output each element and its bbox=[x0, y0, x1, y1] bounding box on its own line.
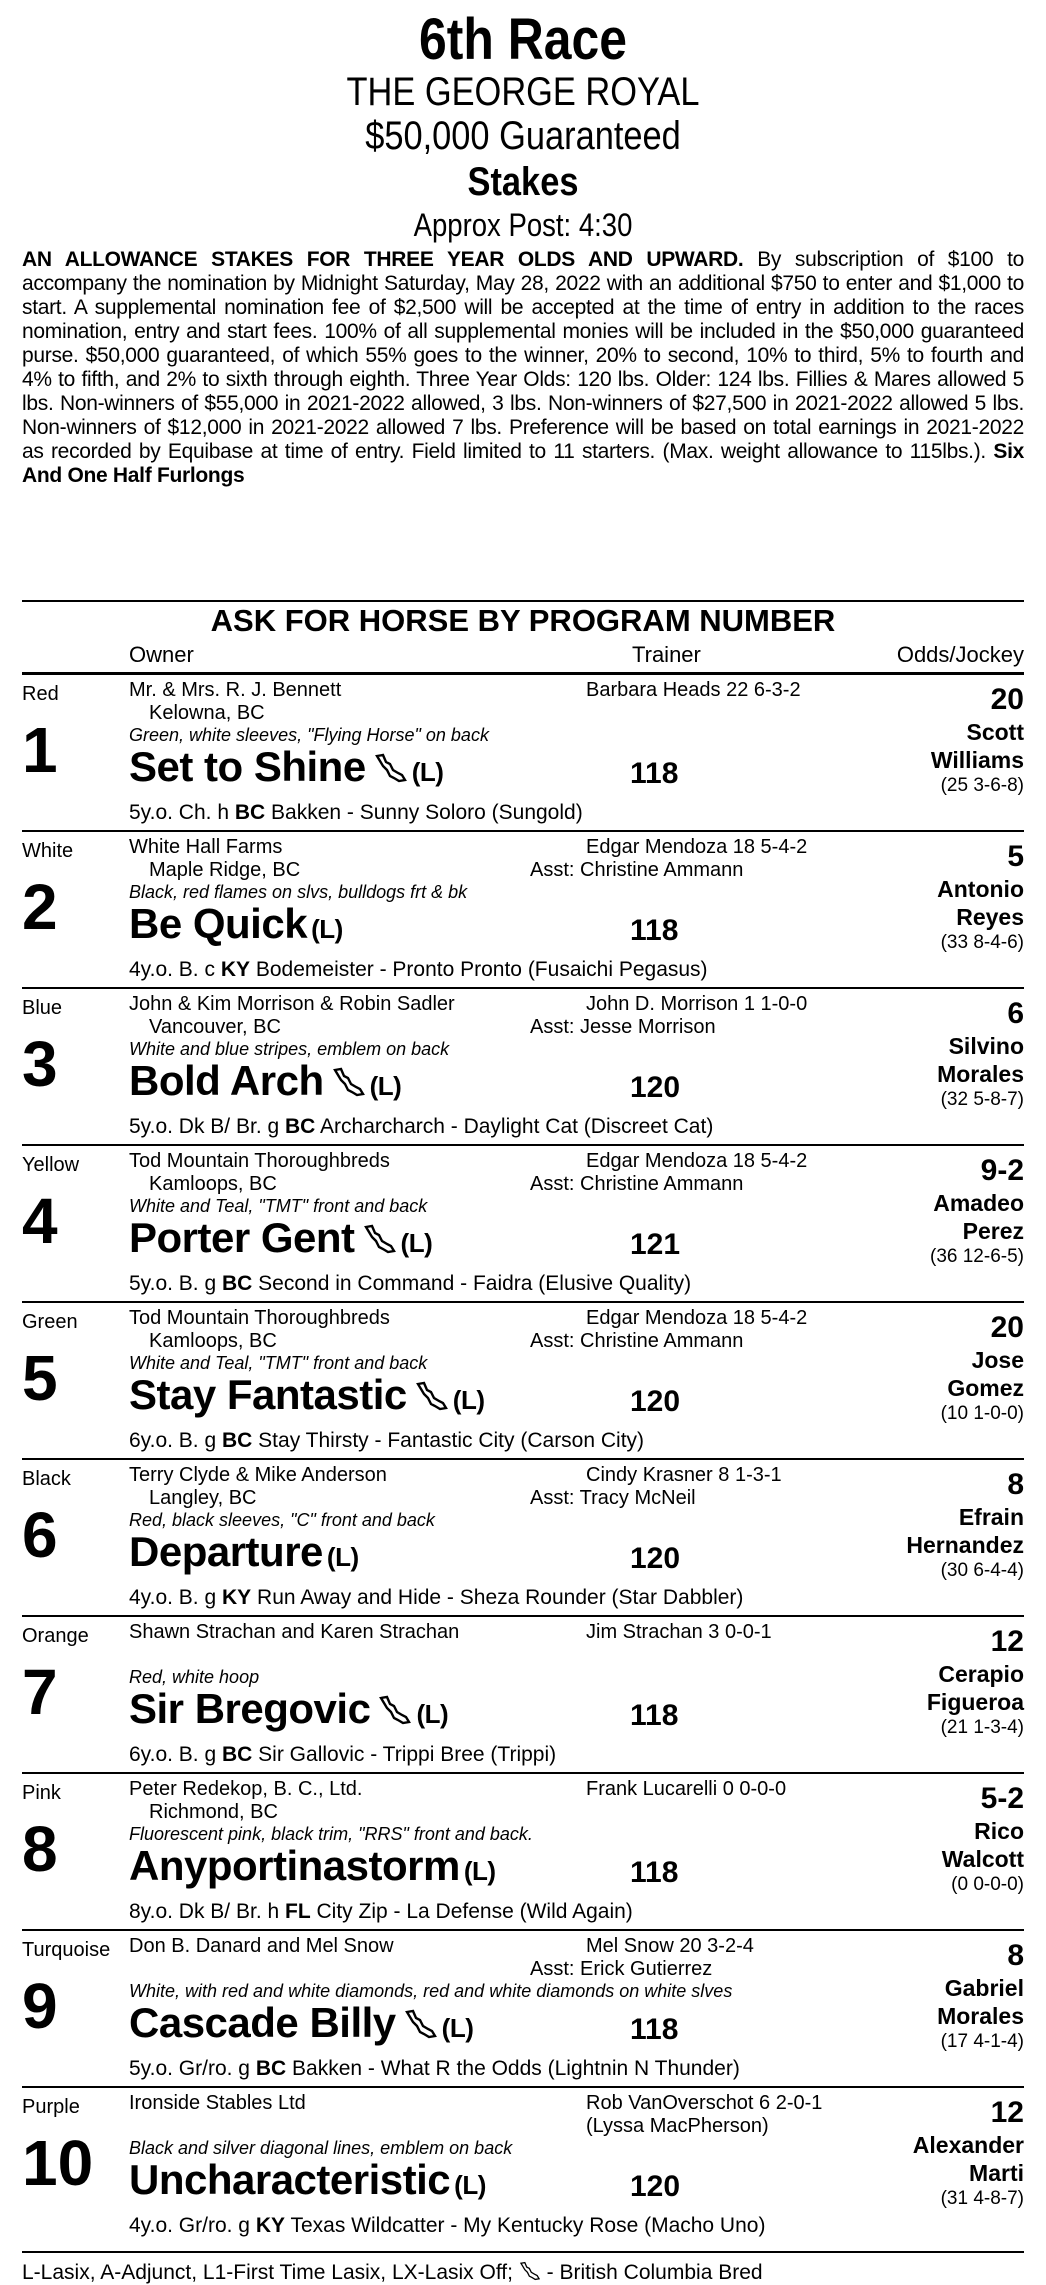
pedigree bbox=[129, 2214, 765, 2238]
morning-line-odds: 8 bbox=[1007, 1468, 1024, 1501]
jockey-last-name: Figueroa bbox=[926, 1689, 1024, 1715]
jockey-first-name: Alexander bbox=[912, 2132, 1024, 2158]
jockey-stats: (30 6-4-4) bbox=[940, 1560, 1024, 1581]
owner-name: Mr. & Mrs. R. J. Bennett bbox=[129, 679, 342, 701]
medication-code: (L) bbox=[463, 1856, 496, 1886]
pedigree-state: KY bbox=[255, 2214, 286, 2237]
program-number: 10 bbox=[22, 2127, 94, 2199]
entry-row bbox=[22, 1774, 1024, 1931]
entry-row bbox=[22, 675, 1024, 832]
jockey-first-name: Amadeo bbox=[933, 1190, 1024, 1216]
owner-location: Maple Ridge, BC bbox=[149, 859, 301, 881]
saddle-cloth-color: Blue bbox=[22, 997, 63, 1019]
jockey-last-name: Hernandez bbox=[906, 1532, 1024, 1558]
weight: 120 bbox=[630, 1385, 681, 1418]
silks-description: Red, black sleeves, "C" front and back bbox=[129, 1510, 435, 1530]
silks-description: White, with red and white diamonds, red and white diamonds on white slves bbox=[129, 1981, 733, 2001]
medication-code: (L) bbox=[441, 2013, 474, 2043]
saddle-cloth-color: Pink bbox=[22, 1782, 61, 1804]
jockey-last-name: Morales bbox=[937, 1061, 1024, 1087]
owner-location: Richmond, BC bbox=[149, 1801, 278, 1823]
legend-text: L-Lasix, A-Adjunct, L1-First Time Lasix, LX-Lasix Off; bbox=[22, 2261, 513, 2284]
medication-code: (L) bbox=[369, 1071, 402, 1101]
jockey-last-name: Morales bbox=[937, 2003, 1024, 2029]
weight: 120 bbox=[630, 2170, 681, 2203]
legend-footer bbox=[22, 2261, 1024, 2285]
jockey-stats: (36 12-6-5) bbox=[930, 1246, 1024, 1267]
pedigree bbox=[129, 1743, 556, 1767]
horse-name-line bbox=[129, 1057, 401, 1105]
horse-name: Be Quick bbox=[129, 900, 308, 947]
trainer: Edgar Mendoza 18 5-4-2 bbox=[586, 1307, 808, 1329]
jockey-first-name: Rico bbox=[974, 1818, 1024, 1844]
medication-code: (L) bbox=[416, 1699, 449, 1729]
horse-name: Stay Fantastic bbox=[129, 1371, 407, 1418]
jockey-stats: (33 8-4-6) bbox=[940, 932, 1024, 953]
morning-line-odds: 5 bbox=[1007, 840, 1024, 873]
horse-name-line bbox=[129, 1371, 484, 1419]
medication-code: (L) bbox=[326, 1542, 359, 1572]
pedigree-lineage: Second in Command - Faidra (Elusive Quality) bbox=[252, 1272, 692, 1295]
pedigree bbox=[129, 801, 583, 825]
morning-line-odds: 8 bbox=[1007, 1939, 1024, 1972]
saddle-cloth-color: Yellow bbox=[22, 1154, 80, 1176]
program-number: 3 bbox=[22, 1028, 58, 1100]
entry-row bbox=[22, 1460, 1024, 1617]
entry-row bbox=[22, 1617, 1024, 1774]
owner-name: Don B. Danard and Mel Snow bbox=[129, 1935, 394, 1957]
entries-list bbox=[0, 675, 1046, 2253]
jockey-last-name: Gomez bbox=[947, 1375, 1024, 1401]
owner-name: Ironside Stables Ltd bbox=[129, 2092, 306, 2114]
bc-province-icon bbox=[363, 1224, 397, 1254]
owner-location: Kamloops, BC bbox=[149, 1173, 277, 1195]
pedigree-lineage: City Zip - La Defense (Wild Again) bbox=[310, 1900, 633, 1923]
pedigree-lineage: Run Away and Hide - Sheza Rounder (Star Dabbler) bbox=[251, 1586, 744, 1609]
owner-name: Terry Clyde & Mike Anderson bbox=[129, 1464, 387, 1486]
jockey-last-name: Williams bbox=[930, 747, 1024, 773]
medication-code: (L) bbox=[452, 1385, 485, 1415]
pedigree-age-sex: 5y.o. Ch. h bbox=[129, 801, 235, 824]
saddle-cloth-color: Orange bbox=[22, 1625, 89, 1647]
saddle-cloth-color: Green bbox=[22, 1311, 78, 1333]
pedigree-state: BC bbox=[255, 2057, 287, 2080]
pedigree-age-sex: 5y.o. Gr/ro. g bbox=[129, 2057, 256, 2080]
program-number: 6 bbox=[22, 1499, 58, 1571]
column-headers bbox=[22, 638, 1024, 675]
horse-name: Sir Bregovic bbox=[129, 1685, 371, 1732]
horse-name-line bbox=[129, 743, 443, 791]
horse-name-line bbox=[129, 1685, 448, 1733]
morning-line-odds: 9-2 bbox=[980, 1154, 1024, 1187]
horse-name-line bbox=[129, 1528, 359, 1576]
jockey-stats: (25 3-6-8) bbox=[940, 775, 1024, 796]
trainer: Mel Snow 20 3-2-4 bbox=[586, 1935, 754, 1957]
entry-row bbox=[22, 1146, 1024, 1303]
trainer: Barbara Heads 22 6-3-2 bbox=[586, 679, 801, 701]
medication-code: (L) bbox=[411, 757, 444, 787]
owner-location: Kelowna, BC bbox=[149, 702, 265, 724]
owner-location: Langley, BC bbox=[149, 1487, 257, 1509]
horse-name: Porter Gent bbox=[129, 1214, 355, 1261]
horse-name: Departure bbox=[129, 1528, 323, 1575]
jockey-last-name: Marti bbox=[969, 2160, 1024, 2186]
pedigree-lineage: Bakken - Sunny Soloro (Sungold) bbox=[265, 801, 583, 824]
jockey-last-name: Walcott bbox=[941, 1846, 1024, 1872]
program-number: 1 bbox=[22, 714, 58, 786]
program-number: 5 bbox=[22, 1342, 58, 1414]
weight: 120 bbox=[630, 1071, 681, 1104]
pedigree-state: BC bbox=[234, 801, 266, 824]
pedigree-lineage: Texas Wildcatter - My Kentucky Rose (Macho Uno) bbox=[285, 2214, 766, 2237]
jockey-first-name: Efrain bbox=[958, 1504, 1024, 1530]
jockey-first-name: Cerapio bbox=[938, 1661, 1024, 1687]
race-type: Stakes bbox=[467, 160, 579, 204]
owner-name: Tod Mountain Thoroughbreds bbox=[129, 1307, 390, 1329]
morning-line-odds: 12 bbox=[990, 2096, 1024, 2129]
jockey-stats: (31 4-8-7) bbox=[940, 2188, 1024, 2209]
divider bbox=[22, 600, 1024, 602]
pedigree-state: KY bbox=[220, 958, 251, 981]
jockey-stats: (0 0-0-0) bbox=[951, 1874, 1024, 1895]
morning-line-odds: 6 bbox=[1007, 997, 1024, 1030]
race-distance: Six And One Half Furlongs bbox=[22, 440, 1024, 487]
silks-description: White and blue stripes, emblem on back bbox=[129, 1039, 450, 1059]
entry-row bbox=[22, 832, 1024, 989]
horse-name: Uncharacteristic bbox=[129, 2156, 451, 2203]
weight: 118 bbox=[630, 914, 679, 947]
pedigree-lineage: Archarcharch - Daylight Cat (Discreet Cat) bbox=[315, 1115, 714, 1138]
morning-line-odds: 12 bbox=[990, 1625, 1024, 1658]
pedigree bbox=[129, 958, 708, 982]
owner-name: Peter Redekop, B. C., Ltd. bbox=[129, 1778, 363, 1800]
owner-location: Kamloops, BC bbox=[149, 1330, 277, 1352]
horse-name: Set to Shine bbox=[129, 743, 366, 790]
weight: 118 bbox=[630, 1856, 679, 1889]
jockey-stats: (32 5-8-7) bbox=[940, 1089, 1024, 1110]
weight: 118 bbox=[630, 757, 679, 790]
saddle-cloth-color: White bbox=[22, 840, 74, 862]
saddle-cloth-color: Black bbox=[22, 1468, 71, 1490]
pedigree-state: KY bbox=[222, 1586, 252, 1609]
pedigree-age-sex: 5y.o. B. g bbox=[129, 1272, 222, 1295]
pedigree bbox=[129, 1429, 644, 1453]
owner-name: White Hall Farms bbox=[129, 836, 283, 858]
race-purse: $50,000 Guaranteed bbox=[365, 114, 681, 158]
jockey-first-name: Jose bbox=[971, 1347, 1024, 1373]
entry-row bbox=[22, 989, 1024, 1146]
silks-description: White and Teal, "TMT" front and back bbox=[129, 1353, 428, 1373]
pedigree-age-sex: 4y.o. B. g bbox=[129, 1586, 222, 1609]
owner-column-header: Owner bbox=[129, 642, 194, 667]
jockey-first-name: Scott bbox=[966, 719, 1024, 745]
horse-name-line bbox=[129, 900, 343, 948]
jockey-last-name: Reyes bbox=[956, 904, 1024, 930]
horse-name-line bbox=[129, 2156, 486, 2204]
conditions-body: By subscription of $100 to accompany the nomination by Midnight Saturday, May 28, 2022 with an additional $750 to enter and $1,000 to start. A supplemental nomination fee of $2,500 will be accepted at the time of entry in addition to the races nomination, entry and start fees. 100% of all supplemental monies will be included in the $50,000 guaranteed purse. $50,000 guaranteed, of which 55% goes to the winner, 20% to second, 10% to third, 5% to fourth and 4% to fifth, and 2% to sixth through eighth. Three Year Olds: 120 lbs. Older: 124 lbs. Fillies & Mares allowed 5 lbs. Non-winners of $55,000 in 2021-2022 allowed, 3 lbs. Non-winners of $27,500 in 2021-2022 allowed 5 lbs. Non-winners of $12,000 in 2021-2022 allowed 7 lbs. Preference will be based on total earnings in 2021-2022 as recorded by Equibase at time of entry. Field limited to 11 starters. (Max. weight allowance to 115lbs.). bbox=[22, 248, 1024, 463]
pedigree bbox=[129, 1900, 633, 1924]
pedigree-state: BC bbox=[222, 1429, 253, 1452]
jockey-stats: (17 4-1-4) bbox=[940, 2031, 1024, 2052]
pedigree-state: BC bbox=[222, 1272, 253, 1295]
pedigree-age-sex: 4y.o. Gr/ro. g bbox=[129, 2214, 256, 2237]
saddle-cloth-color: Red bbox=[22, 683, 59, 705]
assistant-trainer: Asst: Christine Ammann bbox=[530, 859, 744, 881]
conditions-lead: AN ALLOWANCE STAKES FOR THREE YEAR OLDS AND UPWARD. bbox=[22, 248, 744, 271]
pedigree-state: BC bbox=[285, 1115, 316, 1138]
pedigree bbox=[129, 2057, 740, 2081]
program-number: 2 bbox=[22, 871, 58, 943]
pedigree-age-sex: 4y.o. B. c bbox=[129, 958, 221, 981]
race-name: THE GEORGE ROYAL bbox=[346, 70, 700, 114]
trainer: Cindy Krasner 8 1-3-1 bbox=[586, 1464, 782, 1486]
pedigree-lineage: Bakken - What R the Odds (Lightnin N Thunder) bbox=[286, 2057, 740, 2080]
morning-line-odds: 5-2 bbox=[980, 1782, 1024, 1815]
entry-row bbox=[22, 1303, 1024, 1460]
entry-row bbox=[22, 2088, 1024, 2253]
bc-province-icon bbox=[374, 753, 408, 783]
saddle-cloth-color: Turquoise bbox=[22, 1939, 111, 1961]
weight: 118 bbox=[630, 2013, 679, 2046]
silks-description: White and Teal, "TMT" front and back bbox=[129, 1196, 428, 1216]
owner-name: Tod Mountain Thoroughbreds bbox=[129, 1150, 390, 1172]
pedigree-lineage: Sir Gallovic - Trippi Bree (Trippi) bbox=[252, 1743, 557, 1766]
jockey-last-name: Perez bbox=[962, 1218, 1024, 1244]
program-number: 4 bbox=[22, 1185, 58, 1257]
assistant-trainer: Asst: Tracy McNeil bbox=[530, 1487, 696, 1509]
medication-code: (L) bbox=[400, 1228, 433, 1258]
silks-description: Black, red flames on slvs, bulldogs frt & bk bbox=[129, 882, 468, 902]
weight: 120 bbox=[630, 1542, 681, 1575]
bc-province-icon bbox=[378, 1695, 412, 1725]
bc-province-icon bbox=[332, 1067, 366, 1097]
pedigree-age-sex: 5y.o. Dk B/ Br. g bbox=[129, 1115, 286, 1138]
jockey-first-name: Gabriel bbox=[944, 1975, 1024, 2001]
weight: 121 bbox=[630, 1228, 681, 1261]
horse-name-line bbox=[129, 1214, 432, 1262]
bc-province-icon bbox=[415, 1381, 449, 1411]
owner-location: Vancouver, BC bbox=[149, 1016, 281, 1038]
weight: 118 bbox=[630, 1699, 679, 1732]
assistant-trainer: Asst: Jesse Morrison bbox=[530, 1016, 716, 1038]
medication-code: (L) bbox=[454, 2170, 486, 2200]
pedigree bbox=[129, 1586, 743, 1610]
pedigree-state: FL bbox=[285, 1900, 311, 1923]
silks-description: Green, white sleeves, "Flying Horse" on back bbox=[129, 725, 489, 745]
silks-description: Black and silver diagonal lines, emblem on back bbox=[129, 2138, 513, 2158]
bc-province-icon bbox=[404, 2009, 438, 2039]
assistant-trainer: (Lyssa MacPherson) bbox=[586, 2115, 769, 2137]
horse-name: Cascade Billy bbox=[129, 1999, 396, 2046]
trainer: Jim Strachan 3 0-0-1 bbox=[586, 1621, 772, 1643]
pedigree-lineage: Stay Thirsty - Fantastic City (Carson City) bbox=[252, 1429, 645, 1452]
pedigree bbox=[129, 1115, 713, 1139]
horse-name-line bbox=[129, 1842, 496, 1890]
legend-bred-text: - British Columbia Bred bbox=[546, 2261, 763, 2284]
assistant-trainer: Asst: Christine Ammann bbox=[530, 1330, 744, 1352]
program-number: 9 bbox=[22, 1970, 58, 2042]
program-number: 7 bbox=[22, 1656, 58, 1728]
program-number: 8 bbox=[22, 1813, 58, 1885]
race-header bbox=[0, 0, 1046, 244]
owner-name: Shawn Strachan and Karen Strachan bbox=[129, 1621, 460, 1643]
pedigree-lineage: Bodemeister - Pronto Pronto (Fusaichi Pegasus) bbox=[250, 958, 708, 981]
pedigree-age-sex: 6y.o. B. g bbox=[129, 1743, 222, 1766]
trainer: Edgar Mendoza 18 5-4-2 bbox=[586, 836, 808, 858]
horse-name: Bold Arch bbox=[129, 1057, 324, 1104]
trainer: Frank Lucarelli 0 0-0-0 bbox=[586, 1778, 787, 1800]
assistant-trainer: Asst: Christine Ammann bbox=[530, 1173, 744, 1195]
silks-description: Fluorescent pink, black trim, "RRS" front and back. bbox=[129, 1824, 533, 1844]
horse-name-line bbox=[129, 1999, 473, 2047]
pedigree-state: BC bbox=[222, 1743, 253, 1766]
trainer: Edgar Mendoza 18 5-4-2 bbox=[586, 1150, 808, 1172]
saddle-cloth-color: Purple bbox=[22, 2096, 80, 2118]
trainer: Rob VanOverschot 6 2-0-1 bbox=[586, 2092, 823, 2114]
trainer-column-header: Trainer bbox=[632, 642, 701, 667]
jockey-first-name: Silvino bbox=[948, 1033, 1024, 1059]
assistant-trainer: Asst: Erick Gutierrez bbox=[530, 1958, 713, 1980]
odds-jockey-column-header: Odds/Jockey bbox=[896, 642, 1024, 667]
bc-province-icon bbox=[519, 2261, 541, 2281]
horse-name: Anyportinastorm bbox=[129, 1842, 460, 1889]
pedigree-age-sex: 8y.o. Dk B/ Br. h bbox=[129, 1900, 286, 1923]
trainer: John D. Morrison 1 1-0-0 bbox=[586, 993, 808, 1015]
pedigree-age-sex: 6y.o. B. g bbox=[129, 1429, 222, 1452]
owner-name: John & Kim Morrison & Robin Sadler bbox=[129, 993, 455, 1015]
entry-row bbox=[22, 1931, 1024, 2088]
pedigree bbox=[129, 1272, 691, 1296]
jockey-stats: (21 1-3-4) bbox=[940, 1717, 1024, 1738]
morning-line-odds: 20 bbox=[990, 683, 1024, 716]
jockey-first-name: Antonio bbox=[937, 876, 1024, 902]
race-number: 6th Race bbox=[419, 7, 627, 72]
race-conditions bbox=[22, 248, 1024, 488]
silks-description: Red, white hoop bbox=[129, 1667, 260, 1687]
post-time: Approx Post: 4:30 bbox=[413, 207, 633, 243]
morning-line-odds: 20 bbox=[990, 1311, 1024, 1344]
medication-code: (L) bbox=[311, 914, 343, 944]
ask-banner: ASK FOR HORSE BY PROGRAM NUMBER bbox=[210, 603, 836, 638]
jockey-stats: (10 1-0-0) bbox=[940, 1403, 1024, 1424]
